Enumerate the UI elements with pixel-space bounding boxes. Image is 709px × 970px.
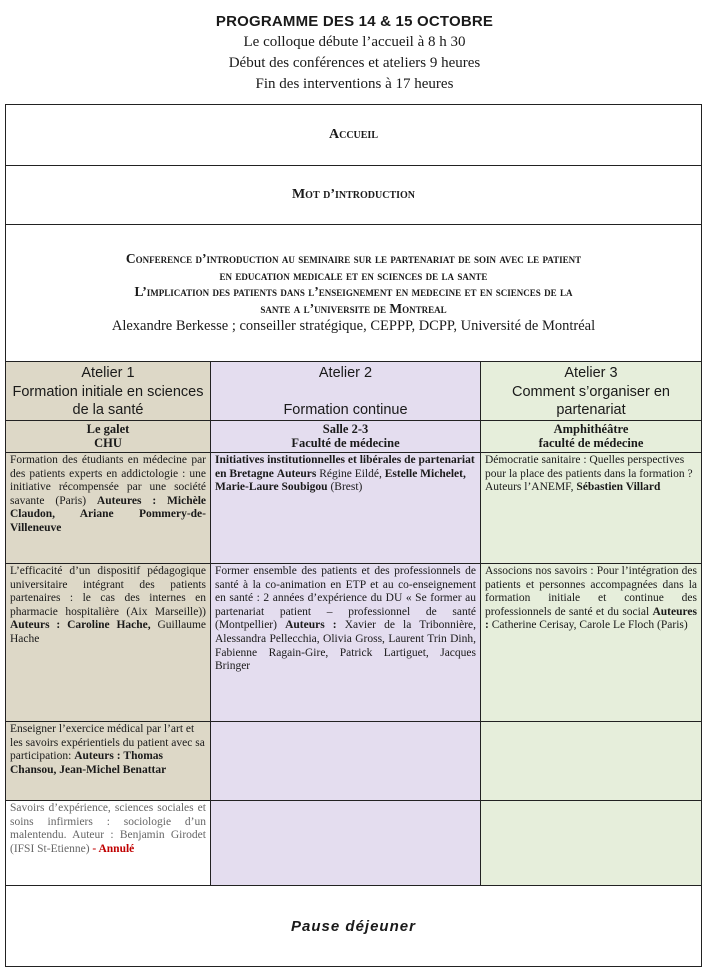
atelier-3-room: Amphithéâtre (553, 422, 629, 436)
intro-row (6, 166, 701, 225)
atelier-3-column (481, 362, 701, 885)
schedule-line-end: Fin des interventions à 17 heures (255, 76, 454, 92)
session-1-1 (6, 453, 210, 564)
atelier-1-header (6, 362, 210, 421)
accueil-label: Accueil (328, 127, 378, 142)
lunch-break-row (6, 885, 701, 967)
atelier-2-building: Faculté de médecine (291, 436, 400, 450)
session-1-3-authors-label: Auteurs : (74, 750, 121, 763)
session-1-1-text: Formation des étudiants en médecine par des patients experts en addictologie : une initiative récompensée par une société savante (Paris) (10, 454, 206, 507)
session-3-1-authors-plain: Auteurs l’ANEMF, (485, 481, 574, 494)
atelier-3-empty-cell-2 (481, 801, 701, 885)
lunch-break-label: Pause déjeuner (291, 918, 416, 935)
atelier-3-empty-cell-1 (481, 722, 701, 801)
conference-title-2: en education medicale et en sciences de la sante (219, 267, 488, 283)
session-1-2-authors-label: Auteurs : (10, 619, 61, 632)
atelier-2-header (211, 362, 480, 421)
cancelled-badge: - Annulé (92, 842, 135, 855)
atelier-1-location (6, 421, 210, 453)
programme-table (5, 104, 702, 967)
ateliers-grid (6, 362, 701, 885)
session-1-3-authors: Thomas Chansou, Jean-Michel Benattar (10, 750, 167, 776)
session-1-2-authors: Guillaume Hache (10, 619, 206, 645)
session-2-1-title: Initiatives institutionnelles et libérales de partenariat en Bretagne (215, 454, 475, 480)
atelier-2-theme: Formation continue (283, 401, 408, 418)
programme-title: PROGRAMME DES 14 & 15 OCTOBRE (215, 13, 494, 30)
session-1-3 (6, 722, 210, 801)
session-1-4-text: Savoirs d’expérience, sciences sociales et soins infirmiers : sociologie d’un malentendu. Auteur : Benjamin Girodet (IFSI St-Etienne) (10, 802, 206, 855)
atelier-2-column (211, 362, 481, 885)
session-2-2 (211, 564, 480, 722)
session-2-1-authors-label: Auteurs (276, 467, 317, 480)
atelier-3-header (481, 362, 701, 421)
atelier-3-building: faculté de médecine (538, 436, 644, 450)
atelier-2-number: Atelier 2 (318, 365, 373, 381)
session-2-1 (211, 453, 480, 564)
session-1-4 (6, 801, 210, 885)
programme-header (0, 0, 709, 95)
atelier-3-number: Atelier 3 (564, 365, 618, 381)
session-2-1-authors-plain: Régine Eildé, (319, 467, 382, 480)
session-2-1-place: (Brest) (330, 481, 363, 494)
session-2-2-text: Former ensemble des patients et des professionnels de santé à la co-animation en ETP et au co-enseignement en santé : 2 années d’expérience du DU « Se former au partenariat patient – professionnel de santé (Montpellier) (215, 565, 476, 632)
atelier-1-building: CHU (94, 436, 122, 450)
atelier-2-location (211, 421, 480, 453)
conference-speaker: Alexandre Berkesse ; conseiller stratégique, CEPPP, DCPP, Université de Montréal (111, 318, 596, 335)
session-3-2-authors-label: Auteures : (485, 605, 697, 632)
session-3-1-text: Démocratie sanitaire : Quelles perspectives pour la place des patients dans la formation ? (485, 454, 693, 480)
session-1-1-authors: Michèle Claudon, Ariane Pommery-de-Villeneuve (10, 494, 206, 534)
session-2-1-authors: Estelle Michelet, Marie-Laure Soubigou (215, 467, 466, 494)
session-3-2-authors: Catherine Cerisay, Carole Le Floch (Paris) (491, 619, 688, 632)
conference-title-3: L’implication des patients dans l’enseignement en medecine et en sciences de la (134, 284, 573, 300)
session-2-2-authors-label: Auteurs : (285, 619, 337, 632)
atelier-3-theme: Comment s’organiser en partenariat (512, 383, 670, 418)
atelier-2-empty-cell-1 (211, 722, 480, 801)
session-3-2-text: Associons nos savoirs : Pour l’intégration des patients et personnes accompagnées dans la formation initiale et continue des professionnels de santé et du social (485, 565, 697, 618)
atelier-1-column (6, 362, 211, 885)
session-1-2 (6, 564, 210, 722)
atelier-1-room: Le galet (86, 422, 130, 436)
conference-title-1: Conference d’introduction au seminaire sur le partenariat de soin avec le patient (125, 251, 582, 267)
session-1-3-text: Enseigner l’exercice médical par l’art et les savoirs expérientiels du patient avec sa participation: (10, 723, 205, 763)
session-1-2-text: L’efficacité d’un dispositif pédagogique universitaire intégrant des patients partenaires : le cas des internes en pharmacie hospitalière (Aix Marseille)) (10, 565, 206, 618)
accueil-row (6, 105, 701, 166)
atelier-2-room: Salle 2-3 (322, 422, 369, 436)
session-2-2-authors: Xavier de la Tribonnière, Alessandra Pellecchia, Olivia Gross, Laurent Trin Dinh, Fabienne Ragain-Gire, Patrick Lartiguet, Jacques Bringer (215, 619, 477, 673)
session-1-1-authors-label: Auteures : (96, 494, 157, 507)
atelier-2-empty-cell-2 (211, 801, 480, 885)
session-3-2 (481, 564, 701, 722)
session-3-1-authors: Sébastien Villard (576, 481, 661, 494)
conference-title-4: sante a l’universite de Montreal (260, 300, 447, 316)
atelier-1-theme: Formation initiale en sciences de la santé (12, 383, 204, 418)
atelier-1-number: Atelier 1 (81, 365, 135, 381)
schedule-line-start: Début des conférences et ateliers 9 heures (228, 55, 481, 71)
session-1-2-authors-bold: Caroline Hache, (67, 619, 151, 632)
conference-row (6, 225, 701, 362)
schedule-line-welcome: Le colloque débute l’accueil à 8 h 30 (243, 34, 466, 50)
atelier-3-location (481, 421, 701, 453)
session-3-1 (481, 453, 701, 564)
intro-label: Mot d’introduction (291, 187, 416, 202)
